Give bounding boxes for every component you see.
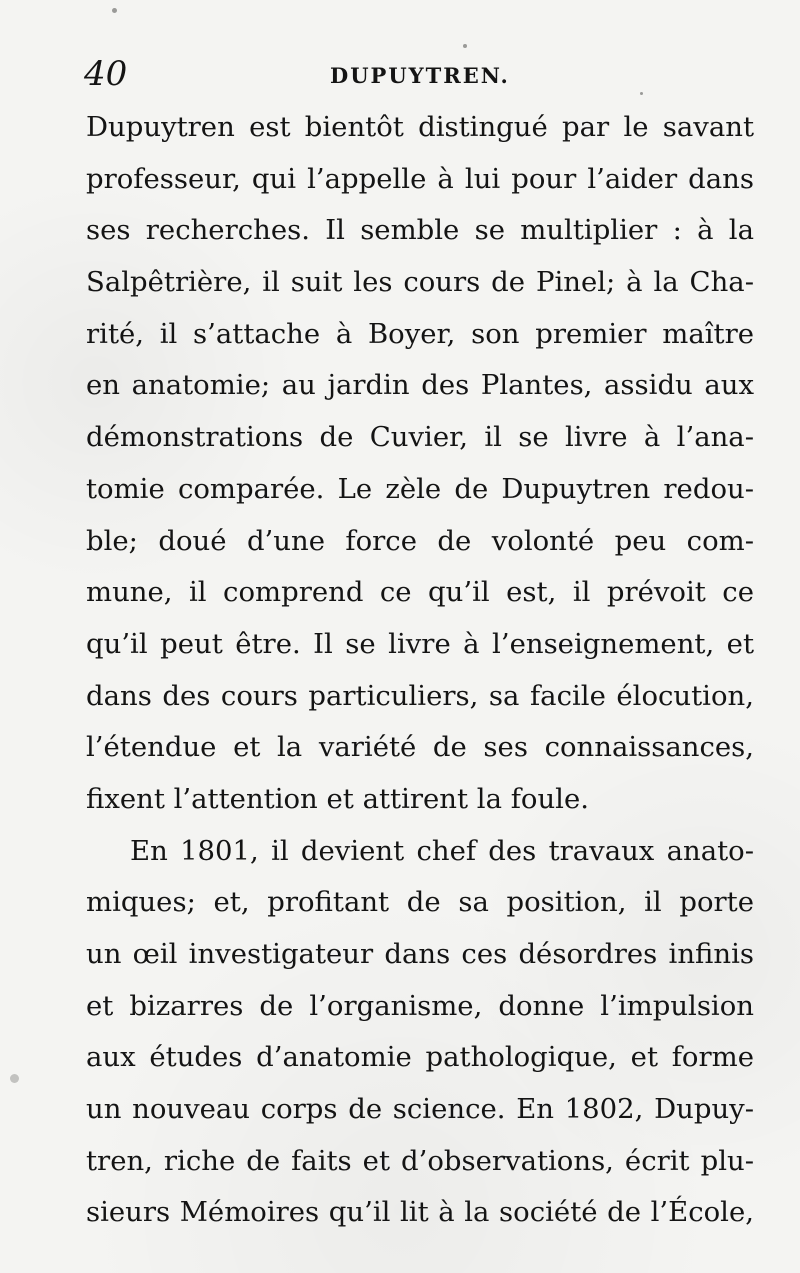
text-line: ses recherches. Il semble se multiplier : à la <box>86 214 754 247</box>
text-line: sieurs Mémoires qu’il lit à la société de l’École, <box>86 1196 754 1229</box>
paper-speck <box>463 44 467 48</box>
text-line: tren, riche de faits et d’observations, écrit plu- <box>86 1144 754 1177</box>
body-text <box>86 102 754 1239</box>
text-line: et bizarres de l’organisme, donne l’impulsion <box>86 989 754 1022</box>
text-line: démonstrations de Cuvier, il se livre à l’ana- <box>86 421 754 454</box>
text-line: Salpêtrière, il suit les cours de Pinel; à la Cha- <box>86 266 754 299</box>
text-line: Dupuytren est bientôt distingué par le savant <box>86 111 754 143</box>
text-line: rité, il s’attache à Boyer, son premier maître <box>86 317 754 350</box>
text-line: un nouveau corps de science. En 1802, Dupuy- <box>86 1093 754 1126</box>
text-line: aux études d’anatomie pathologique, et forme <box>86 1041 754 1074</box>
text-line: un œil investigateur dans ces désordres infinis <box>86 938 754 970</box>
paragraph-first-line: En 1801, il devient chef des travaux anato- <box>130 834 754 867</box>
text-line: dans des cours particuliers, sa facile élocution, <box>86 679 754 712</box>
text-line: professeur, qui l’appelle à lui pour l’aider dans <box>86 162 754 195</box>
page-header <box>84 52 746 96</box>
text-line: mune, il comprend ce qu’il est, il prévoit ce <box>86 576 754 609</box>
text-line: miques; et, profitant de sa position, il porte <box>86 886 754 919</box>
paper-speck <box>112 8 117 13</box>
paragraph-last-line: fixent l’attention et attirent la foule. <box>86 782 589 815</box>
text-line: qu’il peut être. Il se livre à l’enseignement, et <box>86 627 754 660</box>
page-number: 40 <box>84 54 128 94</box>
text-line: tomie comparée. Le zèle de Dupuytren redou- <box>86 472 754 505</box>
text-line: en anatomie; au jardin des Plantes, assidu aux <box>86 369 754 402</box>
running-head: DUPUYTREN. <box>330 63 510 88</box>
text-line: l’étendue et la variété de ses connaissances, <box>86 731 754 764</box>
text-line: ble; doué d’une force de volonté peu com- <box>86 524 754 557</box>
paper-speck <box>10 1074 19 1083</box>
